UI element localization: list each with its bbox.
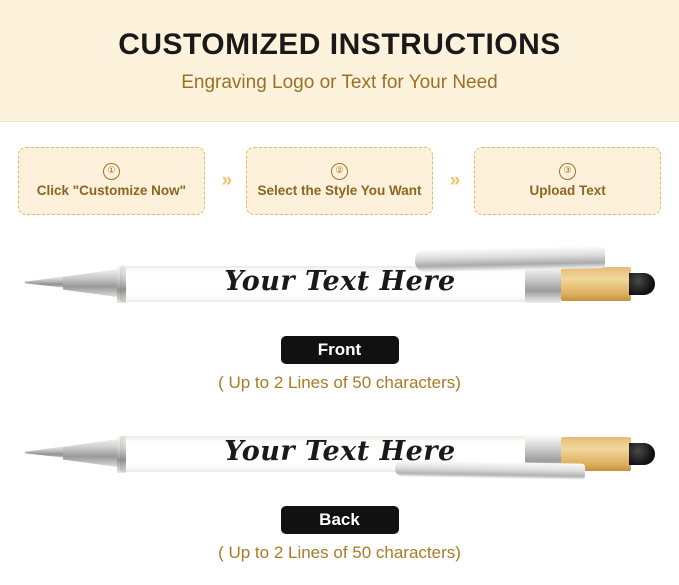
step-number-icon: ① — [103, 163, 120, 180]
pen-front-image — [0, 240, 679, 332]
step-number-icon: ③ — [559, 163, 576, 180]
pen-back-section — [0, 410, 679, 580]
step-label-3: Upload Text — [529, 183, 606, 199]
caption-front: ( Up to 2 Lines of 50 characters) — [218, 373, 461, 392]
pen-illustration — [25, 424, 655, 482]
pen-front-section — [0, 240, 679, 410]
badge-back: Back — [281, 506, 399, 534]
pen-illustration — [25, 254, 655, 312]
step-label-2: Select the Style You Want — [257, 183, 422, 199]
header-banner — [0, 0, 679, 122]
badge-front: Front — [281, 336, 399, 364]
step-number-icon: ② — [331, 163, 348, 180]
chevron-right-icon-1: » — [221, 170, 230, 191]
page-subtitle: Engraving Logo or Text for Your Need — [181, 71, 498, 93]
step-label-1: Click "Customize Now" — [36, 183, 187, 199]
page-title: CUSTOMIZED INSTRUCTIONS — [118, 27, 561, 61]
pen-back-image — [0, 410, 679, 502]
caption-back: ( Up to 2 Lines of 50 characters) — [218, 543, 461, 562]
step-card-1 — [18, 147, 205, 215]
step-card-3 — [474, 147, 661, 215]
engraving-text-front: Your Text Here — [224, 266, 456, 297]
engraving-text-back: Your Text Here — [224, 436, 456, 467]
steps-row — [0, 122, 679, 240]
step-card-2 — [246, 147, 433, 215]
chevron-right-icon-2: » — [449, 170, 458, 191]
